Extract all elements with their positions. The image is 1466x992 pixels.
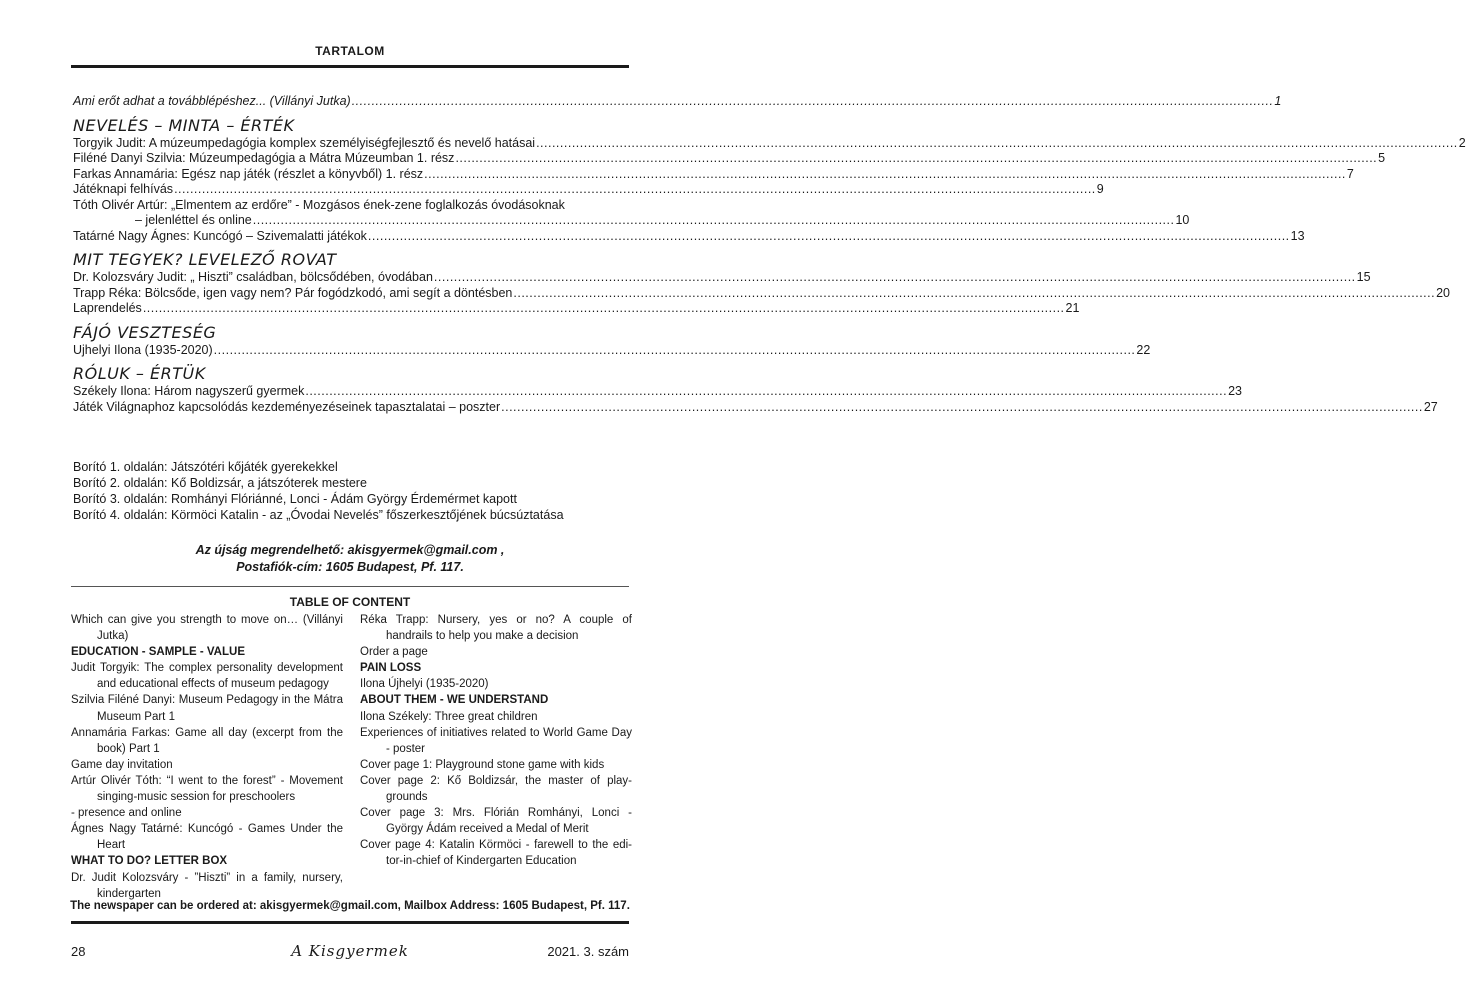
toc-entry-text: Dr. Kolozsváry Judit: „ Hiszti” családban, bölcsődében, óvodában <box>73 270 433 284</box>
english-toc-entry: Judit Torgyik: The complex personality development and educational effects of museum pedagogy <box>71 662 343 691</box>
issue-label: 2021. 3. szám <box>547 944 629 959</box>
cover-line: Borító 2. oldalán: Kő Boldizsár, a játszóterek mestere <box>73 476 367 490</box>
toc-entry-text: Farkas Annamária: Egész nap játék (részlet a könyvből) 1. rész <box>73 166 424 181</box>
english-toc-entry: Réka Trapp: Nursery, yes or no? A couple of handrails to help you make a decision <box>360 614 632 643</box>
toc-entry-page: 10 <box>1175 213 1190 227</box>
english-toc-entry: Cover page 2: Kő Boldizsár, the master of play-grounds <box>360 774 632 804</box>
english-rule <box>71 586 629 587</box>
header-rule <box>71 65 629 68</box>
toc-entry <box>73 342 1151 359</box>
english-toc-entry: Ágnes Nagy Tatárné: Kuncógó - Games Under the Heart <box>71 823 343 852</box>
section-heading: NEVELÉS – MINTA – ÉRTÉK <box>73 115 295 135</box>
section-heading: FÁJÓ VESZTESÉG <box>73 322 217 342</box>
toc-entry <box>73 135 1466 152</box>
english-toc-entry: Experiences of initiatives related to World Game Day - poster <box>360 726 632 755</box>
english-section-heading: PAIN LOSS <box>360 662 422 675</box>
toc-entry <box>73 399 1438 416</box>
toc-entry-text: Ujhelyi Ilona (1935-2020) <box>73 342 213 357</box>
english-toc-entry: Dr. Judit Kolozsváry - ”Hiszti” in a family, nursery, kindergarten <box>71 871 343 900</box>
toc-entry-text: Székely Ilona: Három nagyszerű gyermek <box>73 384 305 398</box>
cover-line: Borító 3. oldalán: Romhányi Flóriánné, Lonci - Ádám György Érdemérmet kapott <box>73 492 517 506</box>
english-toc-entry: Annamária Farkas: Game all day (excerpt from the book) Part 1 <box>71 726 343 755</box>
footer-rule <box>71 921 629 924</box>
toc-intro-page: 1 <box>1274 94 1282 108</box>
cover-line: Borító 4. oldalán: Körmöci Katalin - az „Óvodai Nevelés” főszerkesztőjének búcsúztatása <box>73 508 564 522</box>
toc-entry-text: Játék Világnaphoz kapcsolódás kezdeményezéseinek tapasztalatai – poszter <box>73 399 501 414</box>
toc-entry-text: Tóth Olivér Artúr: „Elmentem az erdőre” - Mozgásos ének-zene foglalkozás óvodásoknak <box>73 197 565 212</box>
english-toc-entry: Cover page 1: Playground stone game with kids <box>360 758 605 771</box>
order-email-line: Az újság megrendelhető: akisgyermek@gmail.com , <box>195 543 505 557</box>
english-toc-entry: Ilona Székely: Three great children <box>360 710 538 723</box>
toc-entry <box>73 285 1451 302</box>
toc-intro-text: Ami erőt adhat a továbblépéshez... (Villányi Jutka) <box>73 94 351 108</box>
toc-entry-page: 5 <box>1378 151 1386 165</box>
page-number: 28 <box>71 944 86 959</box>
section-heading: MIT TEGYEK? LEVELEZŐ ROVAT <box>73 250 337 269</box>
toc-entry-continuation <box>73 213 1190 229</box>
toc-entry-text: Filéné Danyi Szilvia: Múzeumpedagógia a Mátra Múzeumban 1. rész <box>73 151 455 165</box>
toc-entry-page: 15 <box>1356 270 1371 284</box>
cover-line: Borító 1. oldalán: Játszótéri kőjáték gyerekekkel <box>73 460 338 474</box>
english-toc-left-column <box>71 612 343 902</box>
toc-entry <box>73 151 1386 167</box>
english-toc-entry: Ilona Újhelyi (1935-2020) <box>360 678 489 691</box>
english-section-heading: EDUCATION - SAMPLE - VALUE <box>71 646 245 659</box>
toc-entry-text: Laprendelés <box>73 301 142 315</box>
english-toc-entry: Which can give you strength to move on… (Villányi Jutka) <box>71 614 343 643</box>
toc-entry <box>73 270 1371 286</box>
english-toc-entry: Cover page 4: Katalin Körmöci - farewell to the edi-tor-in-chief of Kindergarten Education <box>360 839 632 868</box>
order-address-line: Postafiók-cím: 1605 Budapest, Pf. 117. <box>236 560 464 574</box>
english-toc-entry: Order a page <box>360 646 428 659</box>
english-toc-entry: Cover page 3: Mrs. Flórián Romhányi, Lonci - György Ádám received a Medal of Merit <box>360 807 632 836</box>
toc-hungarian <box>73 94 1466 415</box>
english-toc-entry: Artúr Olivér Tóth: “I went to the forest” - Movement singing-music session for preschoolers <box>71 774 343 804</box>
magazine-title: A Kisgyermek <box>291 942 409 960</box>
order-info <box>0 542 700 576</box>
english-toc-title: TABLE OF CONTENT <box>289 595 411 609</box>
toc-entry-page: 22 <box>1136 342 1151 357</box>
toc-entry <box>73 301 1080 317</box>
toc-entry-page: 13 <box>1290 228 1305 243</box>
english-section-heading: WHAT TO DO? LETTER BOX <box>71 855 228 868</box>
toc-entry-text: Trapp Réka: Bölcsőde, igen vagy nem? Pár fogódzkodó, ami segít a döntésben <box>73 285 513 300</box>
english-toc-entry: Szilvia Filéné Danyi: Museum Pedagogy in the Mátra Museum Part 1 <box>71 694 343 723</box>
toc-entry <box>73 166 1354 183</box>
english-toc-entry: Game day invitation <box>71 758 173 771</box>
toc-entry-text: Játéknapi felhívás <box>73 182 174 196</box>
english-section-heading: ABOUT THEM - WE UNDERSTAND <box>360 694 549 707</box>
toc-entry-text: – jelenléttel és online <box>135 213 252 227</box>
toc-entry-page: 20 <box>1436 285 1451 300</box>
toc-entry-text: Torgyik Judit: A múzeumpedagógia komplex személyiségfejlesztő és nevelő hatásai <box>73 135 536 150</box>
toc-entry <box>73 182 1104 198</box>
toc-entry <box>73 228 1305 245</box>
toc-entry-page: 21 <box>1065 301 1080 315</box>
english-toc-entry: - presence and online <box>71 807 182 820</box>
page-header-title: TARTALOM <box>315 44 385 58</box>
toc-entry <box>73 198 627 214</box>
toc-entry-page: 27 <box>1423 399 1438 414</box>
section-heading: RÓLUK – ÉRTÜK <box>73 364 206 383</box>
bottom-order-note: The newspaper can be ordered at: akisgyermek@gmail.com, Mailbox Address: 1605 Budapest, Pf. 117. <box>70 900 630 912</box>
toc-entry <box>73 384 1242 400</box>
toc-entry-text: Tatárné Nagy Ágnes: Kuncógó – Szivemalatti játékok <box>73 228 367 243</box>
english-toc-right-column <box>360 612 632 870</box>
toc-entry-page: 23 <box>1228 384 1242 398</box>
toc-entry-page: 9 <box>1096 182 1104 196</box>
toc-entry-page: 2 <box>1458 135 1466 150</box>
cover-list <box>73 459 633 523</box>
toc-intro <box>73 94 1282 110</box>
toc-entry-page: 7 <box>1346 166 1354 181</box>
